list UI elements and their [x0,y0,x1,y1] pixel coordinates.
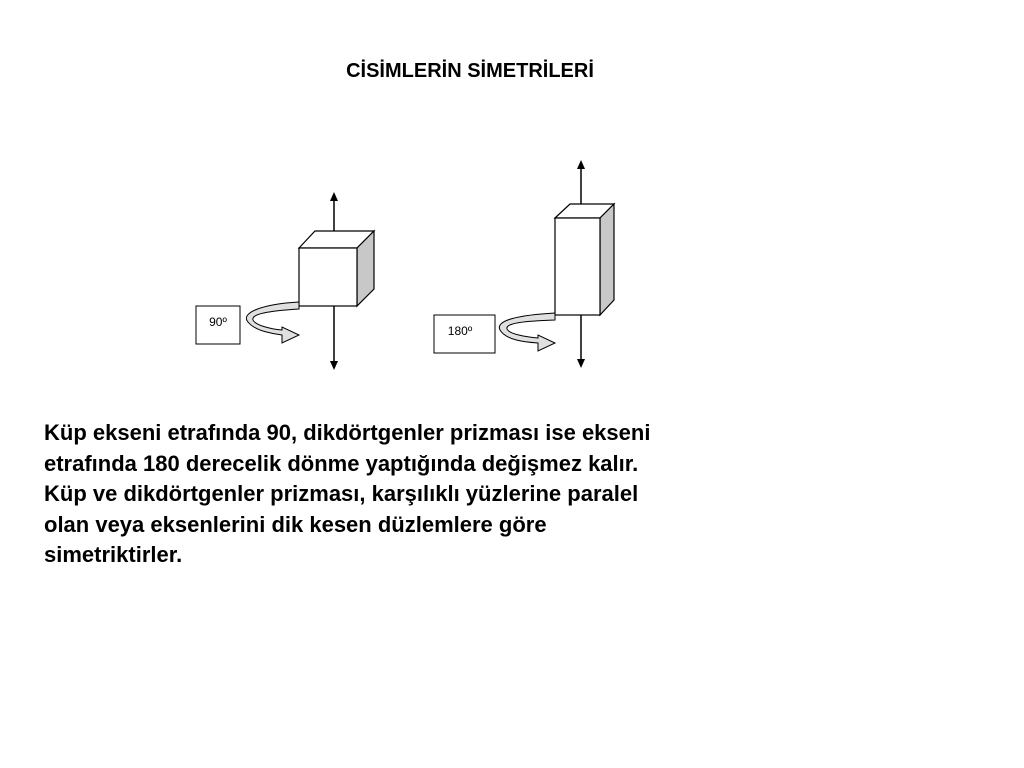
prism-rotation-arrow [499,313,555,351]
prism-figure [434,164,614,364]
explanation-line: simetriktirler. [44,542,183,567]
prism-angle-label: 180º [447,324,473,338]
explanation-text [44,418,804,571]
cube-angle-label: 90º [209,315,227,329]
slide-title: CİSİMLERİN SİMETRİLERİ [346,60,594,82]
explanation-line: Küp ekseni etrafında 90, dikdörtgenler prizması ise ekseni [44,420,651,445]
prism-side-face [600,204,614,315]
explanation-line: olan veya eksenlerini dik kesen düzlemlere göre [44,511,547,537]
explanation-line: Küp ve dikdörtgenler prizması, karşılıklı yüzlerine paralel [44,481,639,506]
cube-figure [196,196,374,366]
cube-front-face [299,248,357,306]
cube-rotation-arrow [246,302,299,343]
prism-front-face [555,218,600,315]
explanation-line: etrafında 180 derecelik dönme yaptığında değişmez kalır. [44,450,639,476]
